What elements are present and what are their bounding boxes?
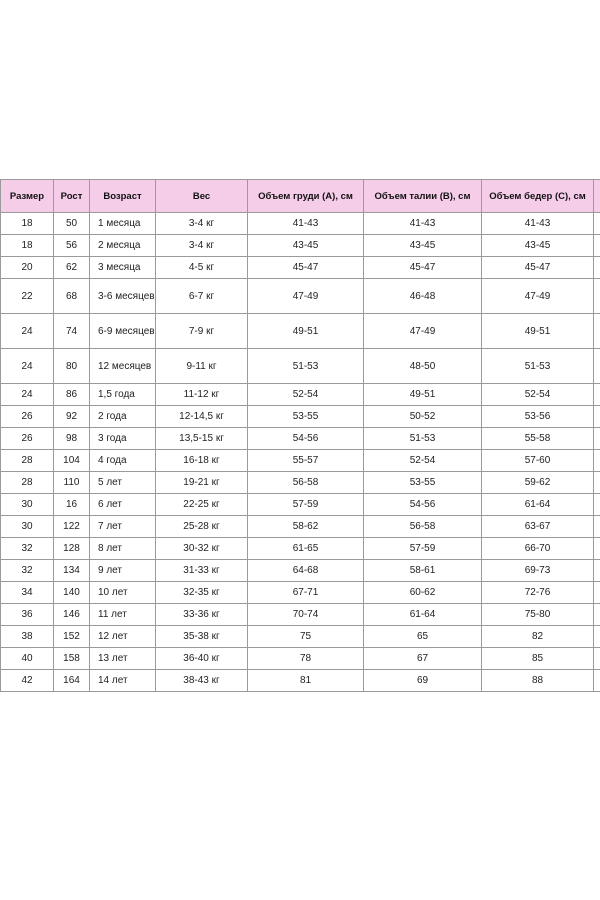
cell-cut-off (594, 314, 600, 349)
header-cut-off (594, 180, 600, 213)
cell-size: 18 (1, 235, 54, 257)
cell-size: 38 (1, 626, 54, 648)
cell-weight: 6-7 кг (156, 279, 248, 314)
cell-age: 2 года (90, 406, 156, 428)
cell-age: 5 лет (90, 472, 156, 494)
cell-hips: 47-49 (482, 279, 594, 314)
cell-age: 7 лет (90, 516, 156, 538)
cell-hips: 85 (482, 648, 594, 670)
cell-hips: 59-62 (482, 472, 594, 494)
table-row (1, 235, 600, 257)
cell-hips: 55-58 (482, 428, 594, 450)
cell-age: 3-6 месяцев (90, 279, 156, 314)
cell-waist: 41-43 (364, 213, 482, 235)
cell-hips: 41-43 (482, 213, 594, 235)
cell-size: 24 (1, 349, 54, 384)
cell-cut-off (594, 235, 600, 257)
cell-chest: 81 (248, 670, 364, 692)
cell-weight: 9-11 кг (156, 349, 248, 384)
cell-waist: 49-51 (364, 384, 482, 406)
cell-height: 110 (54, 472, 90, 494)
cell-age: 2 месяца (90, 235, 156, 257)
cell-size: 32 (1, 538, 54, 560)
cell-waist: 50-52 (364, 406, 482, 428)
cell-cut-off (594, 626, 600, 648)
cell-chest: 56-58 (248, 472, 364, 494)
cell-cut-off (594, 494, 600, 516)
cell-height: 98 (54, 428, 90, 450)
cell-cut-off (594, 384, 600, 406)
cell-height: 104 (54, 450, 90, 472)
cell-hips: 75-80 (482, 604, 594, 626)
cell-cut-off (594, 538, 600, 560)
cell-cut-off (594, 648, 600, 670)
cell-waist: 47-49 (364, 314, 482, 349)
table-row (1, 648, 600, 670)
cell-weight: 31-33 кг (156, 560, 248, 582)
cell-hips: 72-76 (482, 582, 594, 604)
cell-height: 74 (54, 314, 90, 349)
cell-waist: 43-45 (364, 235, 482, 257)
cell-hips: 57-60 (482, 450, 594, 472)
cell-weight: 25-28 кг (156, 516, 248, 538)
cell-chest: 58-62 (248, 516, 364, 538)
table-row (1, 450, 600, 472)
cell-age: 6 лет (90, 494, 156, 516)
header-age: Возраст (90, 180, 156, 213)
table-row (1, 560, 600, 582)
cell-weight: 35-38 кг (156, 626, 248, 648)
cell-weight: 33-36 кг (156, 604, 248, 626)
cell-cut-off (594, 349, 600, 384)
cell-height: 86 (54, 384, 90, 406)
size-chart-table (0, 179, 600, 692)
cell-cut-off (594, 406, 600, 428)
cell-size: 32 (1, 560, 54, 582)
cell-waist: 46-48 (364, 279, 482, 314)
cell-size: 26 (1, 406, 54, 428)
cell-cut-off (594, 516, 600, 538)
cell-age: 6-9 месяцев (90, 314, 156, 349)
cell-chest: 70-74 (248, 604, 364, 626)
cell-weight: 22-25 кг (156, 494, 248, 516)
table-row (1, 257, 600, 279)
cell-size: 34 (1, 582, 54, 604)
cell-height: 56 (54, 235, 90, 257)
table-row (1, 516, 600, 538)
cell-size: 40 (1, 648, 54, 670)
cell-chest: 52-54 (248, 384, 364, 406)
table-row (1, 279, 600, 314)
cell-height: 80 (54, 349, 90, 384)
table-row (1, 604, 600, 626)
cell-waist: 56-58 (364, 516, 482, 538)
cell-height: 140 (54, 582, 90, 604)
cell-weight: 11-12 кг (156, 384, 248, 406)
cell-size: 30 (1, 516, 54, 538)
table-row (1, 384, 600, 406)
cell-height: 68 (54, 279, 90, 314)
cell-chest: 49-51 (248, 314, 364, 349)
header-hips: Объем бедер (С), см (482, 180, 594, 213)
cell-weight: 36-40 кг (156, 648, 248, 670)
cell-size: 24 (1, 384, 54, 406)
cell-hips: 53-56 (482, 406, 594, 428)
header-size: Размер (1, 180, 54, 213)
cell-cut-off (594, 213, 600, 235)
cell-hips: 45-47 (482, 257, 594, 279)
cell-hips: 52-54 (482, 384, 594, 406)
cell-waist: 45-47 (364, 257, 482, 279)
cell-chest: 47-49 (248, 279, 364, 314)
cell-weight: 12-14,5 кг (156, 406, 248, 428)
cell-hips: 69-73 (482, 560, 594, 582)
cell-size: 28 (1, 472, 54, 494)
cell-height: 158 (54, 648, 90, 670)
cell-size: 20 (1, 257, 54, 279)
cell-size: 26 (1, 428, 54, 450)
cell-chest: 54-56 (248, 428, 364, 450)
cell-age: 3 года (90, 428, 156, 450)
cell-chest: 64-68 (248, 560, 364, 582)
cell-age: 14 лет (90, 670, 156, 692)
cell-age: 1 месяца (90, 213, 156, 235)
size-chart-sheet (0, 179, 600, 692)
table-row (1, 472, 600, 494)
cell-waist: 54-56 (364, 494, 482, 516)
cell-age: 3 месяца (90, 257, 156, 279)
cell-weight: 32-35 кг (156, 582, 248, 604)
cell-cut-off (594, 560, 600, 582)
table-row (1, 494, 600, 516)
table-row (1, 406, 600, 428)
cell-height: 122 (54, 516, 90, 538)
cell-waist: 69 (364, 670, 482, 692)
cell-chest: 43-45 (248, 235, 364, 257)
cell-weight: 3-4 кг (156, 213, 248, 235)
cell-size: 18 (1, 213, 54, 235)
header-chest: Объем груди (А), см (248, 180, 364, 213)
cell-age: 11 лет (90, 604, 156, 626)
cell-waist: 67 (364, 648, 482, 670)
cell-waist: 58-61 (364, 560, 482, 582)
table-row (1, 582, 600, 604)
cell-waist: 60-62 (364, 582, 482, 604)
cell-size: 42 (1, 670, 54, 692)
cell-hips: 82 (482, 626, 594, 648)
cell-chest: 51-53 (248, 349, 364, 384)
cell-chest: 53-55 (248, 406, 364, 428)
cell-hips: 49-51 (482, 314, 594, 349)
cell-hips: 51-53 (482, 349, 594, 384)
cell-weight: 7-9 кг (156, 314, 248, 349)
cell-waist: 53-55 (364, 472, 482, 494)
cell-cut-off (594, 582, 600, 604)
cell-waist: 61-64 (364, 604, 482, 626)
cell-cut-off (594, 450, 600, 472)
cell-waist: 65 (364, 626, 482, 648)
header-waist: Объем талии (В), см (364, 180, 482, 213)
cell-chest: 41-43 (248, 213, 364, 235)
header-height: Рост (54, 180, 90, 213)
cell-cut-off (594, 428, 600, 450)
cell-cut-off (594, 670, 600, 692)
cell-chest: 61-65 (248, 538, 364, 560)
cell-age: 8 лет (90, 538, 156, 560)
cell-waist: 57-59 (364, 538, 482, 560)
cell-age: 12 месяцев (90, 349, 156, 384)
cell-chest: 55-57 (248, 450, 364, 472)
size-chart-body (1, 213, 600, 692)
cell-chest: 75 (248, 626, 364, 648)
cell-weight: 16-18 кг (156, 450, 248, 472)
cell-height: 16 (54, 494, 90, 516)
table-row (1, 314, 600, 349)
cell-height: 62 (54, 257, 90, 279)
cell-size: 30 (1, 494, 54, 516)
cell-height: 164 (54, 670, 90, 692)
cell-size: 22 (1, 279, 54, 314)
table-row (1, 349, 600, 384)
table-row (1, 670, 600, 692)
cell-age: 4 года (90, 450, 156, 472)
cell-weight: 19-21 кг (156, 472, 248, 494)
table-row (1, 428, 600, 450)
cell-weight: 4-5 кг (156, 257, 248, 279)
cell-size: 28 (1, 450, 54, 472)
cell-cut-off (594, 472, 600, 494)
cell-cut-off (594, 279, 600, 314)
cell-age: 1,5 года (90, 384, 156, 406)
cell-age: 13 лет (90, 648, 156, 670)
cell-weight: 38-43 кг (156, 670, 248, 692)
cell-height: 92 (54, 406, 90, 428)
cell-chest: 57-59 (248, 494, 364, 516)
cell-chest: 67-71 (248, 582, 364, 604)
cell-height: 152 (54, 626, 90, 648)
cell-age: 12 лет (90, 626, 156, 648)
cell-hips: 66-70 (482, 538, 594, 560)
cell-chest: 45-47 (248, 257, 364, 279)
cell-weight: 30-32 кг (156, 538, 248, 560)
cell-hips: 43-45 (482, 235, 594, 257)
cell-height: 128 (54, 538, 90, 560)
cell-age: 10 лет (90, 582, 156, 604)
table-row (1, 213, 600, 235)
cell-age: 9 лет (90, 560, 156, 582)
cell-size: 24 (1, 314, 54, 349)
cell-hips: 61-64 (482, 494, 594, 516)
cell-hips: 63-67 (482, 516, 594, 538)
table-row (1, 538, 600, 560)
cell-weight: 13,5-15 кг (156, 428, 248, 450)
cell-waist: 51-53 (364, 428, 482, 450)
cell-size: 36 (1, 604, 54, 626)
cell-cut-off (594, 604, 600, 626)
cell-weight: 3-4 кг (156, 235, 248, 257)
header-row (1, 180, 600, 213)
table-row (1, 626, 600, 648)
cell-height: 134 (54, 560, 90, 582)
cell-height: 50 (54, 213, 90, 235)
cell-height: 146 (54, 604, 90, 626)
cell-chest: 78 (248, 648, 364, 670)
cell-waist: 48-50 (364, 349, 482, 384)
header-weight: Вес (156, 180, 248, 213)
cell-hips: 88 (482, 670, 594, 692)
cell-waist: 52-54 (364, 450, 482, 472)
cell-cut-off (594, 257, 600, 279)
